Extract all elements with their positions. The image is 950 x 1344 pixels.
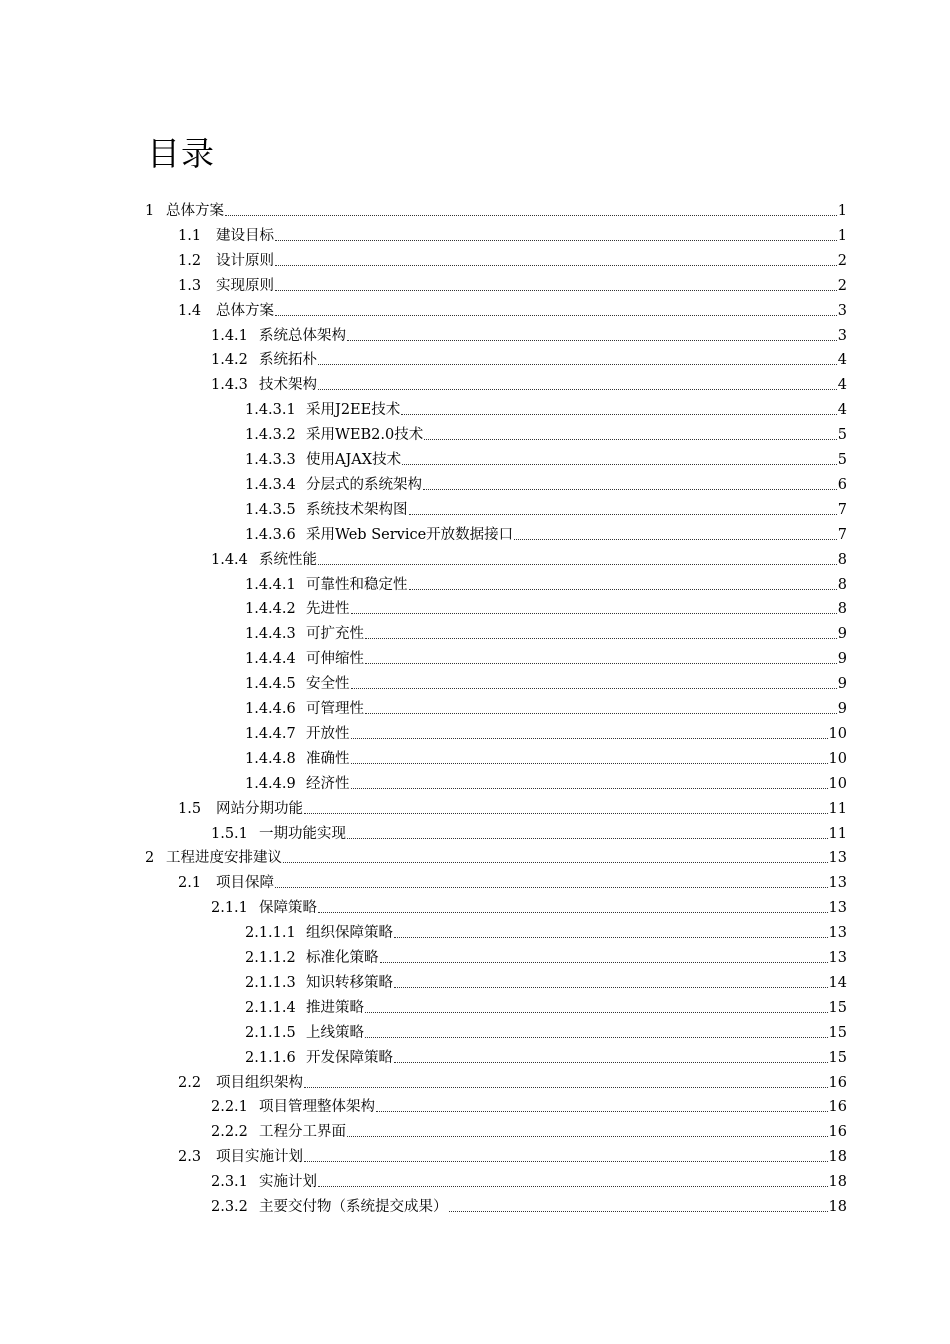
toc-leader-dots (318, 1186, 828, 1187)
toc-entry-number: 1.4.4.8 (245, 750, 296, 767)
toc-entry-page: 13 (828, 925, 847, 942)
toc-entry-page: 6 (837, 476, 847, 493)
toc-entry-title: 工程进度安排建议 (166, 850, 282, 867)
toc-entry-title: 建设目标 (216, 227, 274, 244)
toc-entry-page: 7 (837, 526, 847, 543)
toc-entry-page: 15 (828, 1049, 847, 1066)
toc-entry[interactable] (245, 693, 847, 718)
toc-entry-title: 可伸缩性 (306, 651, 364, 668)
toc-entry[interactable] (245, 992, 847, 1017)
toc-entry-title: 可管理性 (306, 701, 364, 717)
toc-entry-title: 项目组织架构 (216, 1074, 303, 1091)
toc-entry-number: 1.5 (178, 800, 202, 817)
toc-leader-dots (423, 489, 837, 490)
toc-entry-title: 开发保障策略 (306, 1049, 393, 1066)
toc-entry-title: 网站分期功能 (216, 800, 303, 817)
toc-entry[interactable] (211, 1166, 847, 1191)
toc-entry-number: 2.1 (178, 875, 202, 892)
toc-entry-number: 1.4.4.2 (245, 601, 296, 618)
toc-entry-number: 1.4.3.4 (245, 476, 296, 493)
toc-entry-number: 2.3.1 (211, 1174, 248, 1191)
toc-entry[interactable] (245, 768, 847, 793)
toc-entry-number: 1 (145, 203, 155, 219)
toc-entry-title: 主要交付物（系统提交成果） (259, 1199, 448, 1215)
toc-leader-dots (351, 613, 837, 614)
toc-entry[interactable] (245, 419, 847, 444)
toc-entry-page: 10 (828, 750, 847, 767)
toc-entry-page: 11 (828, 825, 847, 842)
toc-entry-number: 1.5.1 (211, 825, 248, 842)
toc-leader-dots (351, 738, 828, 739)
toc-entry-page: 8 (837, 576, 847, 593)
toc-entry[interactable] (211, 369, 847, 394)
toc-entry-title: 保障策略 (259, 900, 317, 917)
toc-entry-number: 1.3 (178, 277, 202, 294)
toc-entry-page: 10 (828, 775, 847, 792)
toc-entry-page: 2 (837, 277, 847, 294)
toc-entry-page: 7 (837, 501, 847, 518)
toc-leader-dots (365, 713, 837, 714)
toc-entry[interactable] (211, 344, 847, 369)
toc-leader-dots (225, 215, 837, 216)
toc-entry[interactable] (145, 195, 847, 220)
toc-leader-dots (351, 788, 828, 789)
toc-leader-dots (351, 688, 837, 689)
toc-entry-page: 18 (828, 1174, 847, 1191)
toc-entry[interactable] (178, 245, 847, 270)
toc-entry[interactable] (178, 270, 847, 295)
toc-entry[interactable] (145, 842, 847, 867)
toc-leader-dots (304, 1087, 828, 1088)
toc-leader-dots (275, 265, 837, 266)
toc-entry[interactable] (245, 643, 847, 668)
toc-entry-number: 1.4.4.4 (245, 651, 296, 668)
toc-leader-dots (424, 439, 837, 440)
toc-entry-number: 2.2.1 (211, 1099, 248, 1116)
toc-entry-number: 2.2 (178, 1074, 202, 1091)
toc-entry-page: 15 (828, 1024, 847, 1041)
toc-entry[interactable] (178, 867, 847, 892)
toc-entry[interactable] (211, 1191, 847, 1216)
toc-entry-number: 1.4.3.6 (245, 526, 296, 543)
toc-entry[interactable] (178, 1067, 847, 1092)
toc-entry-title: 系统拓朴 (259, 352, 317, 369)
toc-entry[interactable] (178, 220, 847, 245)
toc-entry[interactable] (245, 618, 847, 643)
toc-entry[interactable] (245, 1017, 847, 1042)
toc-leader-dots (365, 663, 837, 664)
toc-entry-page: 5 (837, 427, 847, 444)
toc-leader-dots (318, 564, 837, 565)
toc-entry-page: 16 (828, 1099, 847, 1116)
toc-entry-page: 13 (828, 875, 847, 892)
toc-entry[interactable] (245, 1042, 847, 1067)
toc-leader-dots (365, 638, 837, 639)
toc-entry-number: 2.3.2 (211, 1199, 248, 1215)
toc-entry-title: 采用Web Service开放数据接口 (306, 526, 514, 543)
toc-entry-title: 先进性 (306, 601, 350, 618)
toc-leader-dots (351, 763, 828, 764)
toc-entry[interactable] (245, 743, 847, 768)
toc-entry-number: 2.1.1.4 (245, 999, 296, 1016)
toc-entry-title: 推进策略 (306, 999, 364, 1016)
toc-entry-title: 项目实施计划 (216, 1149, 303, 1166)
toc-entry-title: 工程分工界面 (259, 1124, 346, 1141)
toc-leader-dots (401, 414, 837, 415)
toc-leader-dots (394, 1062, 828, 1063)
toc-entry[interactable] (245, 519, 847, 544)
toc-leader-dots (304, 813, 828, 814)
toc-leader-dots (409, 514, 837, 515)
toc-leader-dots (394, 987, 828, 988)
toc-entry-title: 采用J2EE技术 (306, 402, 401, 419)
toc-entry[interactable] (211, 544, 847, 569)
toc-entry-page: 16 (828, 1074, 847, 1091)
toc-entry-page: 2 (837, 252, 847, 269)
toc-leader-dots (365, 1012, 828, 1013)
toc-entry-title: 上线策略 (306, 1024, 364, 1041)
toc-entry-number: 2.1.1.5 (245, 1024, 296, 1041)
toc-entry-number: 1.4.3.1 (245, 402, 296, 419)
toc-leader-dots (347, 838, 828, 839)
toc-leader-dots (409, 589, 837, 590)
toc-entry-page: 5 (837, 452, 847, 468)
toc-entry-title: 组织保障策略 (306, 925, 393, 942)
toc-entry-title: 技术架构 (259, 377, 317, 394)
toc-entry-title: 使用AJAX技术 (306, 452, 402, 468)
toc-entry-number: 2 (145, 850, 155, 867)
toc-entry[interactable] (245, 917, 847, 942)
toc-entry-page: 13 (828, 950, 847, 966)
toc-entry-number: 1.4.3.3 (245, 452, 296, 468)
toc-entry-title: 安全性 (306, 676, 350, 693)
toc-leader-dots (275, 315, 837, 316)
toc-entry[interactable] (211, 1091, 847, 1116)
toc-leader-dots (449, 1211, 828, 1212)
toc-entry[interactable] (245, 967, 847, 992)
toc-entry-number: 1.4.4.6 (245, 701, 296, 717)
toc-entry-title: 分层式的系统架构 (306, 476, 422, 493)
toc-leader-dots (514, 539, 837, 540)
toc-entry-number: 2.1.1.3 (245, 974, 296, 991)
toc-entry-page: 9 (837, 626, 847, 643)
toc-entry-page: 3 (837, 327, 847, 344)
toc-entry-number: 1.4.4.7 (245, 725, 296, 742)
toc-entry[interactable] (245, 569, 847, 594)
toc-entry-number: 1.4.4.9 (245, 775, 296, 792)
toc-entry-number: 2.1.1.2 (245, 950, 296, 966)
toc-entry-title: 可扩充性 (306, 626, 364, 643)
toc-entry-number: 2.2.2 (211, 1124, 248, 1141)
toc-entry-number: 1.4.4 (211, 551, 248, 568)
toc-entry[interactable] (211, 1116, 847, 1141)
toc-entry-title: 经济性 (306, 775, 350, 792)
toc-entry-title: 标准化策略 (306, 950, 379, 966)
toc-entry-page: 13 (828, 900, 847, 917)
toc-entry-page: 9 (837, 651, 847, 668)
toc-leader-dots (318, 364, 837, 365)
toc-entry[interactable] (245, 494, 847, 519)
toc-leader-dots (275, 240, 837, 241)
toc-leader-dots (347, 340, 837, 341)
toc-entry-number: 1.4.1 (211, 327, 248, 344)
toc-entry[interactable] (245, 942, 847, 967)
toc-entry[interactable] (211, 320, 847, 345)
toc-entry-page: 4 (837, 352, 847, 369)
toc-entry-number: 1.4.3.5 (245, 501, 296, 518)
toc-entry-page: 8 (837, 551, 847, 568)
toc-entry-page: 1 (837, 227, 847, 244)
toc-entry[interactable] (245, 593, 847, 618)
toc-entry-number: 1.4.4.3 (245, 626, 296, 643)
toc-entry-title: 系统总体架构 (259, 327, 346, 344)
toc-entry[interactable] (245, 668, 847, 693)
toc-leader-dots (275, 887, 828, 888)
toc-entry-page: 16 (828, 1124, 847, 1141)
toc-entry-title: 项目管理整体架构 (259, 1099, 375, 1116)
toc-entry-number: 1.4.2 (211, 352, 248, 369)
toc-entry-number: 2.1.1 (211, 900, 248, 917)
toc-entry-title: 项目保障 (216, 875, 274, 892)
toc-entry-number: 1.4.3 (211, 377, 248, 394)
toc-entry[interactable] (211, 818, 847, 843)
toc-entry[interactable] (211, 892, 847, 917)
toc-entry-number: 1.2 (178, 252, 202, 269)
toc-entry-number: 1.1 (178, 227, 202, 244)
toc-entry-title: 设计原则 (216, 252, 274, 269)
toc-leader-dots (304, 1161, 828, 1162)
toc-entry-number: 2.1.1.1 (245, 925, 296, 942)
toc-entry-page: 13 (828, 850, 847, 867)
toc-entry-page: 9 (837, 676, 847, 693)
toc-entry-number: 1.4.3.2 (245, 427, 296, 444)
toc-entry[interactable] (245, 718, 847, 743)
toc-entry[interactable] (178, 295, 847, 320)
toc-entry-number: 2.3 (178, 1149, 202, 1166)
toc-entry[interactable] (178, 1141, 847, 1166)
toc-title: 目录 (147, 134, 215, 173)
toc-entry-page: 4 (837, 377, 847, 394)
toc-entry-title: 开放性 (306, 725, 350, 742)
toc-entry[interactable] (245, 394, 847, 419)
toc-entry-number: 1.4.4.1 (245, 576, 296, 593)
toc-leader-dots (275, 290, 837, 291)
toc-entry-title: 系统性能 (259, 551, 317, 568)
toc-entry-number: 1.4.4.5 (245, 676, 296, 693)
toc-entry-title: 系统技术架构图 (306, 501, 408, 518)
toc-entry-page: 3 (837, 302, 847, 319)
toc-entry-number: 2.1.1.6 (245, 1049, 296, 1066)
toc-entry-title: 实现原则 (216, 277, 274, 294)
toc-entry-title: 知识转移策略 (306, 974, 393, 991)
toc-entry-title: 一期功能实现 (259, 825, 346, 842)
toc-entry-page: 8 (837, 601, 847, 618)
toc-entry-title: 实施计划 (259, 1174, 317, 1191)
toc-leader-dots (394, 937, 828, 938)
toc-entry-title: 总体方案 (216, 302, 274, 319)
toc-leader-dots (376, 1111, 828, 1112)
toc-entry-title: 准确性 (306, 750, 350, 767)
toc-entry-page: 15 (828, 999, 847, 1016)
toc-leader-dots (365, 1037, 828, 1038)
toc-leader-dots (402, 464, 837, 465)
toc-entry[interactable] (178, 793, 847, 818)
toc-entry-page: 4 (837, 402, 847, 419)
toc-entry-title: 可靠性和稳定性 (306, 576, 408, 593)
toc-leader-dots (318, 912, 828, 913)
toc-leader-dots (318, 389, 837, 390)
toc-leader-dots (380, 962, 828, 963)
toc-entry-page: 9 (837, 701, 847, 717)
toc-entry-page: 1 (837, 203, 847, 219)
toc-entry-page: 14 (828, 974, 847, 991)
toc-entry-number: 1.4 (178, 302, 202, 319)
toc-entry-page: 18 (828, 1149, 847, 1166)
toc-entry-page: 18 (828, 1199, 847, 1215)
toc-entry-page: 10 (828, 725, 847, 742)
toc-entry-page: 11 (828, 800, 847, 817)
toc-entry-title: 采用WEB2.0技术 (306, 427, 424, 444)
toc-leader-dots (347, 1136, 828, 1137)
toc-leader-dots (283, 862, 828, 863)
toc-entry[interactable] (245, 469, 847, 494)
toc-entry[interactable] (245, 444, 847, 469)
toc-entry-title: 总体方案 (166, 203, 224, 219)
